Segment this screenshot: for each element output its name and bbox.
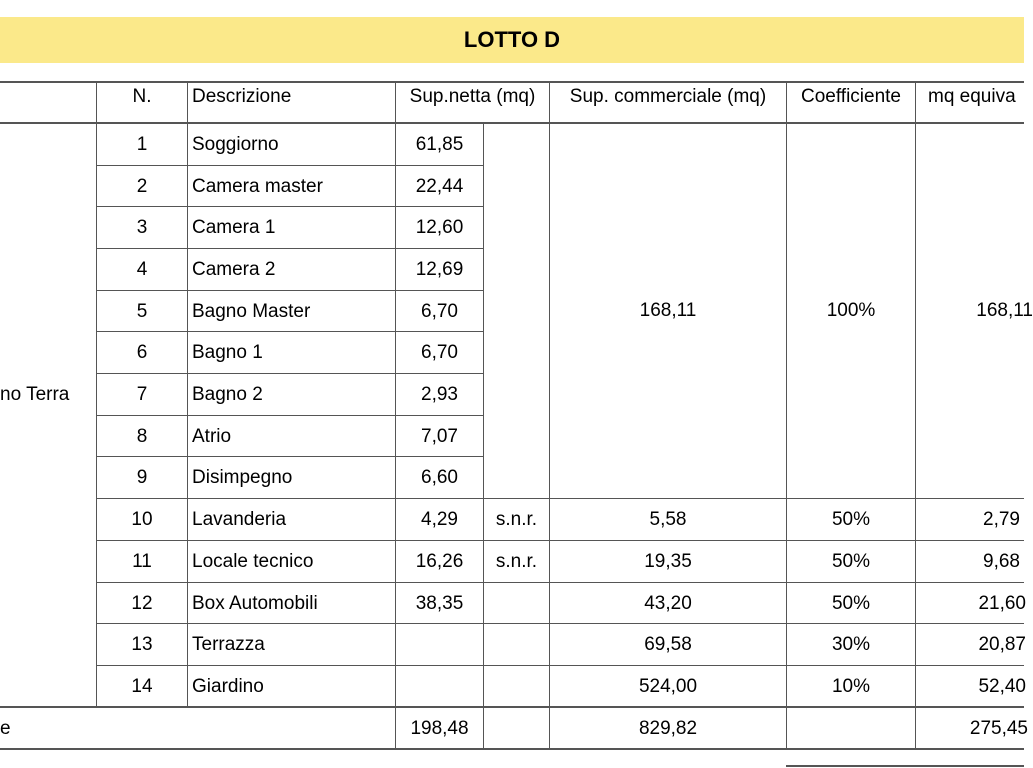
row-n: 14 [131,675,153,697]
row-descrizione: Bagno 1 [192,342,263,363]
row-n: 10 [131,509,153,530]
row-coefficiente: 10% [831,675,871,697]
row-descrizione: Terrazza [192,634,265,655]
totals-top-border [0,706,1024,708]
row-sup-netta: 12,60 [415,217,464,238]
row-sup-commerciale: 5,58 [649,509,687,530]
row-descrizione: Camera 1 [192,217,276,238]
row-sup-netta: 2,93 [421,384,458,405]
totals-mq-equivalenti: 275,45 [969,717,1028,739]
row-descrizione: Bagno 2 [192,384,263,405]
header-descrizione: Descrizione [192,85,292,107]
row-n: 8 [136,425,148,447]
row-descrizione: Giardino [192,675,264,697]
row-mq-equivalenti: 9,68 [983,551,1020,572]
row-mq-equivalenti: 52,40 [978,675,1026,697]
row-sup-netta: 22,44 [415,175,464,197]
row-n: 3 [136,217,148,238]
row-n: 12 [131,592,153,614]
row-coefficiente: 30% [831,634,871,655]
row-descrizione: Bagno Master [192,300,311,322]
row-sup-commerciale: 69,58 [644,634,692,655]
row-sup-netta: 6,70 [421,300,458,322]
row-sup-netta: 4,29 [421,509,458,530]
col-divider [483,122,484,750]
row-mq-equivalenti: 2,79 [983,509,1020,530]
row-sup-netta: 16,26 [415,551,464,572]
totals-sup-commerciale: 829,82 [638,717,698,739]
row-descrizione: Atrio [192,425,232,447]
row-n: 9 [136,467,148,488]
row-sup-netta: 6,70 [421,342,458,363]
row-sup-commerciale: 43,20 [644,592,692,614]
row-n: 11 [132,551,152,572]
header-sup-netta: Sup.netta (mq) [409,85,536,107]
row-descrizione: Camera master [192,175,323,197]
row-sup-commerciale: 524,00 [638,675,698,697]
row-n: 13 [131,634,153,655]
row-sup-netta: 7,07 [421,425,458,447]
header-sup-commerciale: Sup. commerciale (mq) [569,85,767,107]
footer-rule [786,765,1024,767]
group-sup-commerciale: 168,11 [639,300,697,321]
row-mq-equivalenti: 21,60 [978,592,1026,614]
row-descrizione: Camera 2 [192,259,276,280]
floor-label: no Terra [0,383,70,405]
row-coefficiente: 50% [831,551,871,572]
row-n: 6 [136,342,148,363]
group-mq-equivalenti: 168,11 [976,300,1033,321]
row-sup-netta: 6,60 [421,467,458,488]
row-descrizione: Lavanderia [192,509,287,530]
row-mq-equivalenti: 20,87 [978,634,1026,655]
row-sup-netta: 12,69 [415,259,464,280]
row-coefficiente: 50% [831,592,871,614]
header-n: N. [132,85,152,107]
row-descrizione: Soggiorno [192,134,279,155]
totals-sup-netta: 198,48 [410,717,469,739]
row-sup-netta: 38,35 [415,592,464,614]
row-coefficiente: 50% [831,509,871,530]
row-snr: s.n.r. [495,551,538,572]
row-snr: s.n.r. [495,509,538,530]
header-coefficiente: Coefficiente [801,85,901,107]
row-sup-netta: 61,85 [415,134,464,155]
row-n: 1 [136,134,148,155]
group-coefficiente: 100% [826,300,876,321]
row-n: 7 [136,384,148,405]
row-descrizione: Disimpegno [192,467,293,488]
page-title: LOTTO D [463,27,561,52]
row-n: 5 [136,300,148,322]
row-descrizione: Box Automobili [192,592,318,614]
table-border-bottom [0,748,1024,750]
row-descrizione: Locale tecnico [192,551,314,572]
row-sup-netta [396,624,483,665]
row-n: 2 [136,175,148,197]
row-n: 4 [136,259,148,280]
row-sup-netta [396,666,483,706]
totals-label: e [0,717,11,739]
row-sup-commerciale: 19,35 [644,551,692,572]
header-mq-equivalenti: mq equiva [928,85,1016,107]
